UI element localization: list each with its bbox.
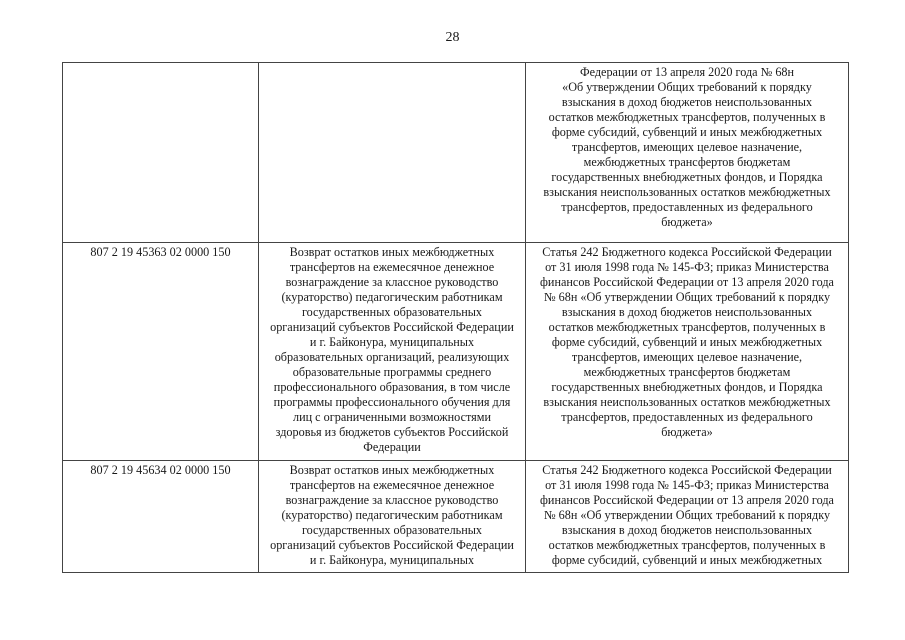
revenue-name-cell xyxy=(259,63,526,243)
table-row xyxy=(63,243,849,461)
classification-code-cell xyxy=(63,461,259,573)
classification-code: 807 2 19 45634 02 0000 150 xyxy=(90,463,231,477)
revenue-name: Возврат остатков иных межбюджетных трансфертов на ежемесячное денежное вознаграждение за классное руководство (кураторство) педагогическим работникам государственных образовательных организаций субъектов Российской Федерации и г. Байконура, муниципальных образовательных организаций, реализующих образовательные программы среднего профессионального образования, в том числе программы профессионального обучения для лиц с ограниченными возможностями здоровья из бюджетов субъектов Российской Федерации xyxy=(270,245,514,454)
legal-basis-cell xyxy=(526,63,849,243)
page-number: 28 xyxy=(445,30,460,45)
table-row xyxy=(63,63,849,243)
revenue-name: Возврат остатков иных межбюджетных трансфертов на ежемесячное денежное вознаграждение за классное руководство (кураторство) педагогическим работникам государственных образовательных организаций субъектов Российской Федерации и г. Байконура, муниципальных xyxy=(270,463,514,567)
budget-code-table xyxy=(62,62,849,573)
legal-basis: Федерации от 13 апреля 2020 года № 68н «Об утверждении Общих требований к порядку взыскания в доход бюджетов неиспользованных остатков межбюджетных трансфертов, полученных в форме субсидий, субвенций и иных межбюджетных трансфертов, имеющих целевое назначение, межбюджетных трансфертов бюджетам государственных внебюджетных фондов, и Порядка взыскания неиспользованных остатков межбюджетных трансфертов, предоставленных из федерального бюджета» xyxy=(543,65,831,229)
legal-basis-cell xyxy=(526,461,849,573)
legal-basis: Статья 242 Бюджетного кодекса Российской Федерации от 31 июля 1998 года № 145-ФЗ; приказ Министерства финансов Российской Федерации от 13 апреля 2020 года № 68н «Об утверждении Общих требований к порядку взыскания в доход бюджетов неиспользованных остатков межбюджетных трансфертов, полученных в форме субсидий, субвенций и иных межбюджетных xyxy=(540,463,834,567)
revenue-name-cell xyxy=(259,461,526,573)
table-row xyxy=(63,461,849,573)
legal-basis: Статья 242 Бюджетного кодекса Российской Федерации от 31 июля 1998 года № 145-ФЗ; приказ Министерства финансов Российской Федерации от 13 апреля 2020 года № 68н «Об утверждении Общих требований к порядку взыскания в доход бюджетов неиспользованных остатков межбюджетных трансфертов, полученных в форме субсидий, субвенций и иных межбюджетных трансфертов, имеющих целевое назначение, межбюджетных трансфертов бюджетам государственных внебюджетных фондов, и Порядка взыскания неиспользованных остатков межбюджетных трансфертов, предоставленных из федерального бюджета» xyxy=(540,245,834,439)
classification-code-cell xyxy=(63,63,259,243)
classification-code: 807 2 19 45363 02 0000 150 xyxy=(90,245,231,259)
legal-basis-cell xyxy=(526,243,849,461)
revenue-name-cell xyxy=(259,243,526,461)
classification-code-cell xyxy=(63,243,259,461)
